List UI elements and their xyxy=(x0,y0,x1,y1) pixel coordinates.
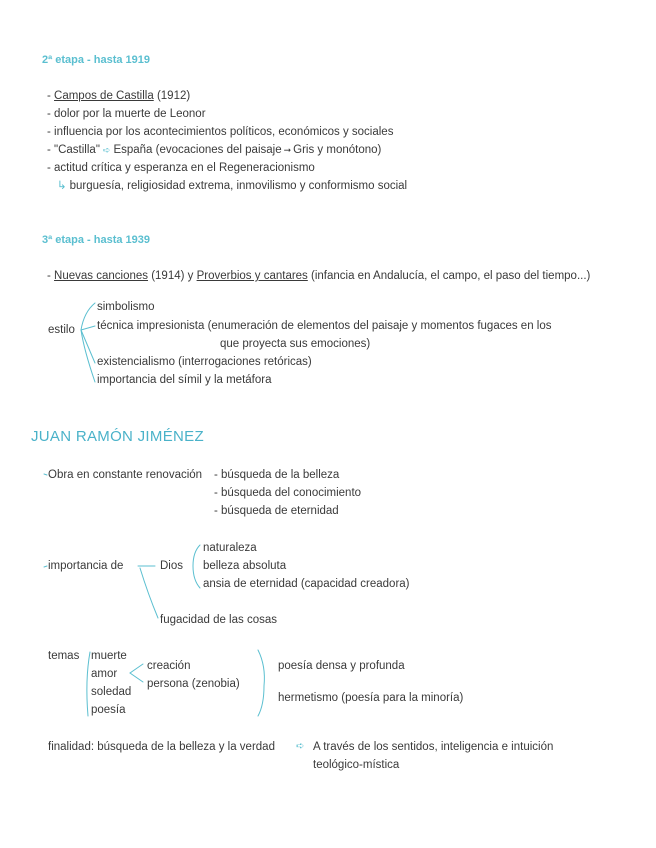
estilo-item-impresionista: técnica impresionista (enumeración de elementos del paisaje y momentos fugaces en los xyxy=(97,320,552,332)
tema-muerte: muerte xyxy=(91,650,127,662)
estilo-item-impresionista-cont: que proyecta sus emociones) xyxy=(220,338,371,350)
finalidad-label: finalidad: búsqueda de la belleza y la verdad xyxy=(48,741,275,753)
obra-label: Obra en constante renovación xyxy=(48,469,203,481)
obra-item-belleza: - búsqueda de la belleza xyxy=(214,469,340,481)
section-heading-3-etapa: 3ª etapa - hasta 1939 xyxy=(42,234,151,246)
line-campos-de-castilla xyxy=(47,89,190,103)
temas-label: temas xyxy=(48,650,80,662)
line-actitud: - actitud crítica y esperanza en el Regeneracionismo xyxy=(47,162,315,174)
amor-branch-persona: persona (zenobia) xyxy=(147,678,240,690)
line-dolor: - dolor por la muerte de Leonor xyxy=(47,108,206,120)
castilla-quote: - "Castilla" xyxy=(47,144,100,156)
importancia-label: importancia de xyxy=(48,560,124,572)
line-castilla xyxy=(47,143,381,157)
dios-item-belleza: belleza absoluta xyxy=(203,560,287,572)
estilo-item-simbolismo: simbolismo xyxy=(97,301,155,313)
poesia-type-densa: poesía densa y profunda xyxy=(278,660,405,672)
small-arrow-icon: ➞ xyxy=(283,145,292,155)
line-nuevas-canciones xyxy=(47,269,590,283)
finalidad-result-cont: teológico-mística xyxy=(313,759,400,771)
espana-text: España (evocaciones del paisaje xyxy=(113,144,282,156)
estilo-item-simil: importancia del símil y la metáfora xyxy=(97,374,272,386)
tema-amor: amor xyxy=(91,668,118,680)
book-title-campos: Campos de Castilla xyxy=(54,90,154,102)
hook-arrow-icon: ↳ xyxy=(57,180,67,192)
section-title-jrj: JUAN RAMÓN JIMÉNEZ xyxy=(31,428,204,445)
amor-branch-creacion: creación xyxy=(147,660,191,672)
line-suffix: (infancia en Andalucía, el campo, el paso del tiempo...) xyxy=(307,270,591,282)
tema-poesia: poesía xyxy=(91,704,126,716)
estilo-label: estilo xyxy=(48,324,75,336)
dios-item-naturaleza: naturaleza xyxy=(203,542,257,554)
line-prefix: - xyxy=(47,270,55,282)
arrow-right-icon: ➪ xyxy=(102,145,111,155)
dios-item-eternidad: ansia de eternidad (capacidad creadora) xyxy=(203,578,410,590)
book-year: (1912) xyxy=(153,90,191,102)
book-title-proverbios: Proverbios y cantares xyxy=(196,270,308,282)
obra-item-eternidad: - búsqueda de eternidad xyxy=(214,505,339,517)
arrow-right-icon: ➪ xyxy=(296,741,305,752)
dios-label: Dios xyxy=(160,560,184,572)
line-burguesia xyxy=(57,179,407,193)
line-mid: (1914) y xyxy=(148,270,197,282)
estilo-item-existencialismo: existencialismo (interrogaciones retóricas) xyxy=(97,356,312,368)
book-title-nuevas-canciones: Nuevas canciones xyxy=(54,270,149,282)
line-prefix: - xyxy=(47,90,55,102)
tema-soledad: soledad xyxy=(91,686,132,698)
line-influencia: - influencia por los acontecimientos políticos, económicos y sociales xyxy=(47,126,394,138)
finalidad-result: A través de los sentidos, inteligencia e intuición xyxy=(313,741,554,753)
poesia-type-hermetismo: hermetismo (poesía para la minoría) xyxy=(278,692,464,704)
gris-text: Gris y monótono) xyxy=(293,144,382,156)
fugacidad-item: fugacidad de las cosas xyxy=(160,614,277,626)
obra-item-conocimiento: - búsqueda del conocimiento xyxy=(214,487,362,499)
section-heading-2-etapa: 2ª etapa - hasta 1919 xyxy=(42,54,151,66)
burguesia-text: burguesía, religiosidad extrema, inmovilismo y conformismo social xyxy=(69,180,408,192)
